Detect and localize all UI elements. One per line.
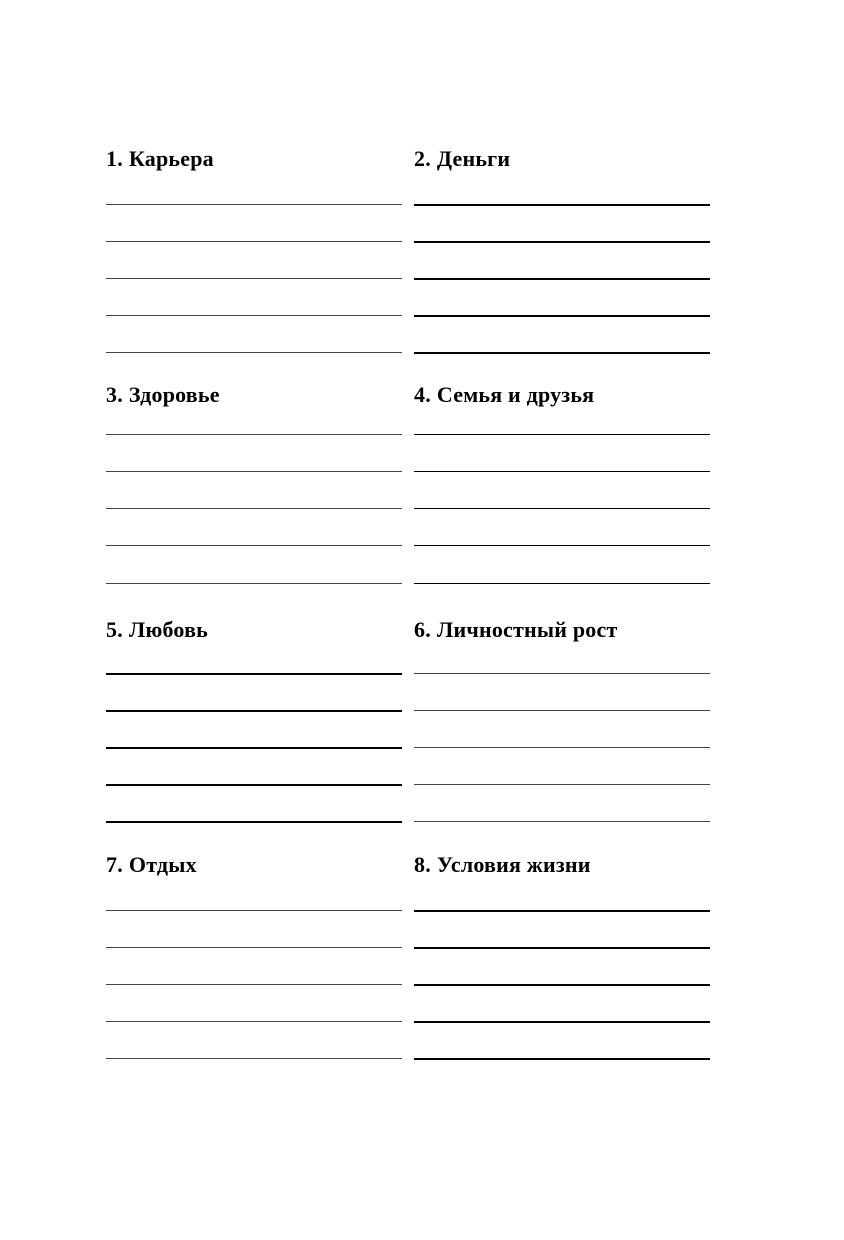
- section-title: Карьера: [128, 146, 214, 171]
- writing-line[interactable]: [106, 204, 402, 205]
- writing-line[interactable]: [414, 747, 710, 748]
- section-number: 2.: [414, 146, 431, 171]
- writing-line[interactable]: [414, 673, 710, 674]
- writing-line[interactable]: [414, 278, 710, 280]
- writing-line[interactable]: [414, 821, 710, 822]
- section-title: Здоровье: [128, 382, 220, 407]
- writing-line[interactable]: [106, 910, 402, 911]
- writing-line[interactable]: [414, 352, 710, 354]
- writing-line[interactable]: [106, 784, 402, 786]
- writing-line[interactable]: [414, 784, 710, 785]
- writing-line[interactable]: [106, 471, 402, 472]
- section-title: Личностный рост: [436, 617, 618, 642]
- writing-line[interactable]: [106, 278, 402, 279]
- writing-line[interactable]: [106, 747, 402, 749]
- writing-line[interactable]: [414, 315, 710, 317]
- section-number: 8.: [414, 852, 431, 877]
- writing-line[interactable]: [106, 352, 402, 353]
- writing-line[interactable]: [414, 1058, 710, 1060]
- writing-line[interactable]: [106, 241, 402, 242]
- writing-line[interactable]: [414, 910, 710, 912]
- writing-line[interactable]: [106, 545, 402, 546]
- writing-line[interactable]: [106, 1021, 402, 1022]
- writing-line[interactable]: [106, 434, 402, 435]
- section-heading: [106, 382, 220, 408]
- writing-line[interactable]: [106, 947, 402, 948]
- writing-line[interactable]: [414, 545, 710, 546]
- section-heading: [414, 617, 617, 643]
- section-number: 1.: [106, 146, 123, 171]
- writing-line[interactable]: [414, 204, 710, 206]
- section-number: 5.: [106, 617, 123, 642]
- writing-line[interactable]: [414, 947, 710, 949]
- section-heading: [106, 852, 197, 878]
- section-heading: [414, 852, 591, 878]
- writing-line[interactable]: [106, 984, 402, 985]
- section-number: 4.: [414, 382, 431, 407]
- writing-line[interactable]: [106, 583, 402, 584]
- section-heading: [414, 382, 594, 408]
- section-heading: [106, 146, 214, 172]
- section-heading: [414, 146, 510, 172]
- section-title: Любовь: [128, 617, 208, 642]
- writing-line[interactable]: [414, 583, 710, 584]
- section-title: Условия жизни: [436, 852, 591, 877]
- section-title: Деньги: [436, 146, 511, 171]
- writing-line[interactable]: [106, 673, 402, 675]
- writing-line[interactable]: [414, 241, 710, 243]
- writing-line[interactable]: [414, 710, 710, 711]
- section-heading: [106, 617, 208, 643]
- writing-line[interactable]: [414, 1021, 710, 1023]
- writing-line[interactable]: [106, 315, 402, 316]
- section-number: 3.: [106, 382, 123, 407]
- section-number: 7.: [106, 852, 123, 877]
- writing-line[interactable]: [106, 508, 402, 509]
- writing-line[interactable]: [414, 434, 710, 435]
- section-number: 6.: [414, 617, 431, 642]
- writing-line[interactable]: [106, 710, 402, 712]
- writing-line[interactable]: [106, 821, 402, 823]
- writing-line[interactable]: [414, 508, 710, 509]
- section-title: Отдых: [128, 852, 197, 877]
- writing-line[interactable]: [414, 984, 710, 986]
- section-title: Семья и друзья: [436, 382, 595, 407]
- writing-line[interactable]: [414, 471, 710, 472]
- writing-line[interactable]: [106, 1058, 402, 1059]
